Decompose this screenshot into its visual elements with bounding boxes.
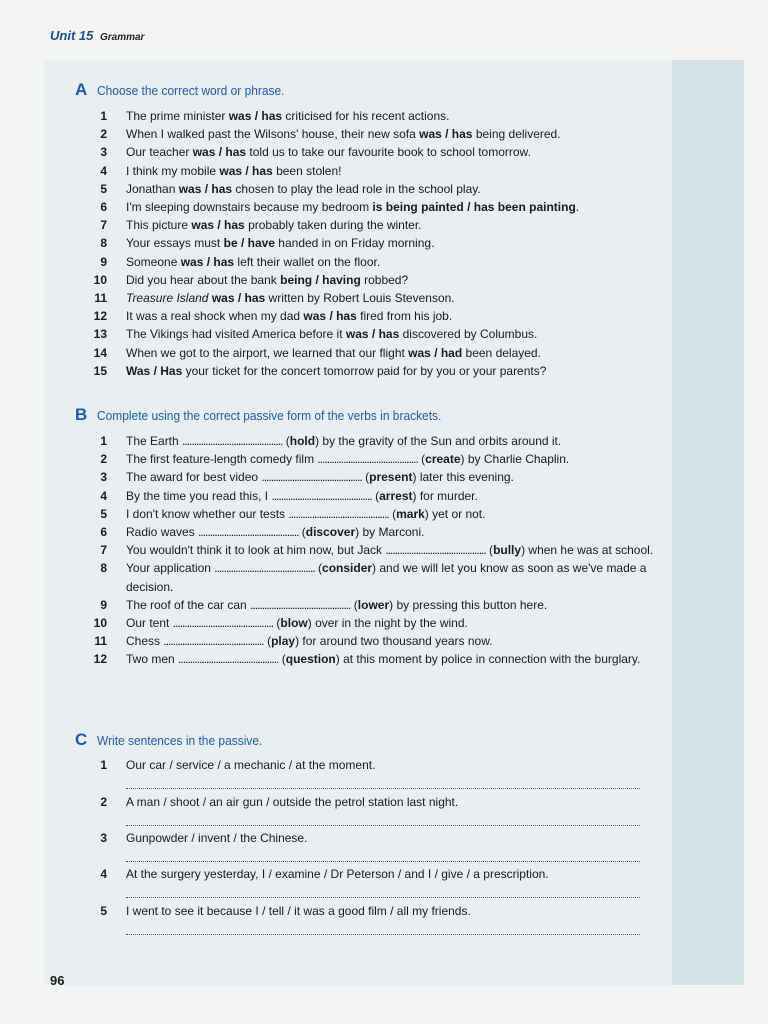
verb-in-brackets: discover <box>305 525 356 540</box>
verb-hint: (hold) <box>282 434 320 448</box>
sentence-part: Jonathan <box>126 181 179 196</box>
list-item <box>82 596 672 614</box>
section-c-letter: C <box>75 730 88 749</box>
item-text <box>126 541 672 559</box>
sentence-part: been delayed. <box>462 345 541 360</box>
item-text <box>126 596 672 614</box>
answer-blank[interactable]: ........................................... <box>178 652 279 667</box>
sentence-part: I think my mobile <box>126 163 220 178</box>
choice-options[interactable]: was / has <box>345 327 400 342</box>
answer-line[interactable] <box>126 788 640 789</box>
verb-hint: (mark) <box>388 506 429 521</box>
answer-blank[interactable]: ........................................... <box>172 616 274 631</box>
prompt-text: A man / shoot / an air gun / outside the petrol station last night. <box>126 795 459 809</box>
item-text <box>126 234 672 252</box>
list-item <box>82 541 672 559</box>
item-number: 1 <box>100 109 107 123</box>
item-text <box>126 432 672 450</box>
book-title: Treasure Island <box>126 291 209 306</box>
list-item <box>82 234 672 252</box>
verb-hint: (consider) <box>314 561 377 576</box>
section-b-letter: B <box>75 405 88 424</box>
sentence-start: Two men <box>126 652 179 667</box>
item-number: 14 <box>93 345 107 360</box>
sentence-end: over in the night by the wind. <box>311 616 468 631</box>
item-number: 7 <box>100 218 107 233</box>
verb-in-brackets: mark <box>396 506 425 521</box>
unit-subtitle: Grammar <box>99 32 145 43</box>
verb-in-brackets: consider <box>322 561 373 576</box>
verb-hint: (create) <box>417 452 465 467</box>
list-item <box>82 432 672 450</box>
list-item <box>82 831 642 845</box>
sentence-part: The prime minister <box>126 109 229 123</box>
item-number: 8 <box>100 561 107 576</box>
choice-options[interactable]: was / has <box>419 127 473 142</box>
list-item <box>82 362 672 380</box>
section-b-title: Complete using the correct passive form of the verbs in brackets. <box>97 408 442 423</box>
list-item <box>82 271 672 289</box>
sentence-start: Your application <box>126 561 215 576</box>
sentence-start: Our tent <box>126 616 173 631</box>
item-text <box>126 614 672 632</box>
sentence-start: The roof of the car can <box>126 597 251 612</box>
item-number: 1 <box>100 434 107 448</box>
item-text <box>126 559 672 595</box>
list-item <box>82 468 672 486</box>
verb-hint: (discover) <box>298 525 360 540</box>
section-a-title: Choose the correct word or phrase. <box>97 83 285 98</box>
item-number: 9 <box>100 254 107 269</box>
sentence-end: by Marconi. <box>359 525 425 540</box>
item-text <box>126 307 672 325</box>
sentence-part: I'm sleeping downstairs because my bedroom <box>126 200 373 215</box>
item-number: 2 <box>100 452 107 467</box>
item-number: 8 <box>100 236 107 251</box>
list-item <box>82 180 672 198</box>
sentence-end: at this moment by police in connection with the burglary. <box>339 652 641 667</box>
choice-options[interactable]: was / has <box>228 109 283 123</box>
item-number: 4 <box>100 867 107 881</box>
item-text <box>126 253 672 271</box>
verb-hint: (arrest) <box>371 488 417 503</box>
section-a-letter: A <box>75 80 88 99</box>
section-a-heading <box>75 80 301 100</box>
sentence-end: by pressing this button here. <box>393 597 548 612</box>
answer-line[interactable] <box>126 934 640 935</box>
sentence-part: When we got to the airport, we learned that our flight <box>126 345 409 360</box>
item-number: 5 <box>100 506 107 521</box>
list-item <box>82 107 672 125</box>
sentence-end: by Charlie Chaplin. <box>464 452 570 467</box>
verb-hint: (lower) <box>350 597 394 612</box>
list-item <box>82 795 642 809</box>
sentence-part: When I walked past the Wilsons' house, their new sofa <box>126 127 420 142</box>
sentence-part: It was a real shock when my dad <box>126 309 304 324</box>
item-text <box>126 450 672 468</box>
sentence-part: probably taken during the winter. <box>244 218 422 233</box>
item-number: 11 <box>94 291 107 306</box>
sentence-part: been stolen! <box>272 163 342 178</box>
sentence-part: handed in on Friday morning. <box>274 236 435 251</box>
item-number: 1 <box>100 758 107 772</box>
choice-options[interactable]: was / has <box>303 309 357 324</box>
sentence-part: chosen to play the lead role in the school play. <box>232 181 481 196</box>
item-number: 2 <box>100 795 107 809</box>
answer-blank[interactable]: ........................................... <box>182 434 283 448</box>
item-text <box>126 650 672 668</box>
prompt-text: I went to see it because I / tell / it was a good film / all my friends. <box>126 904 471 918</box>
verb-hint: (bully) <box>485 543 526 558</box>
sentence-part: your ticket for the concert tomorrow paid for by you or your parents? <box>182 363 547 378</box>
list-item <box>82 867 642 881</box>
list-item <box>82 450 672 468</box>
item-number: 7 <box>100 543 107 558</box>
choice-options[interactable]: was / has <box>211 291 266 306</box>
list-item <box>82 632 672 650</box>
sentence-part: criticised for his recent actions. <box>282 109 450 123</box>
list-item <box>82 289 672 307</box>
item-text <box>126 325 672 343</box>
sentence-part: left their wallet on the floor. <box>234 254 381 269</box>
sentence-part: robbed? <box>360 272 409 287</box>
sentence-part: told us to take our favourite book to school tomorrow. <box>246 145 531 160</box>
section-b-heading <box>75 405 471 425</box>
answer-blank[interactable]: ........................................... <box>261 470 362 485</box>
section-c-heading <box>75 730 277 750</box>
unit-title: Unit 15 <box>50 28 94 43</box>
list-item <box>82 216 672 234</box>
section-a-list <box>82 107 672 380</box>
list-item <box>82 505 672 523</box>
sentence-part: . <box>575 200 580 215</box>
page-number: 96 <box>50 973 65 988</box>
verb-in-brackets: lower <box>357 597 390 612</box>
item-text <box>126 107 672 125</box>
item-text <box>126 487 672 505</box>
verb-hint: (question) <box>278 652 340 667</box>
choice-options[interactable]: being / having <box>280 272 361 287</box>
sentence-part: Someone <box>126 254 181 269</box>
choice-options[interactable]: was / has <box>180 254 235 269</box>
item-number: 3 <box>100 831 107 845</box>
item-number: 10 <box>93 272 107 287</box>
list-item <box>82 325 672 343</box>
sentence-start: The Earth <box>126 434 183 448</box>
list-item <box>82 559 672 595</box>
sentence-part: discovered by Columbus. <box>399 327 538 342</box>
item-number: 5 <box>100 904 107 918</box>
item-number: 6 <box>100 200 107 215</box>
sentence-start: Radio waves <box>126 525 199 540</box>
list-item <box>82 143 672 161</box>
verb-in-brackets: play <box>271 634 296 649</box>
item-text <box>126 505 672 523</box>
answer-line[interactable] <box>126 825 640 826</box>
section-c-title: Write sentences in the passive. <box>97 733 263 748</box>
sentence-start: You wouldn't think it to look at him now, but Jack <box>126 543 386 558</box>
list-item <box>82 344 672 362</box>
answer-blank[interactable]: ........................................... <box>250 597 351 612</box>
item-text <box>126 143 672 161</box>
section-b-list <box>82 432 672 669</box>
sentence-start: I don't know whether our tests <box>126 506 289 521</box>
verb-in-brackets: bully <box>493 543 522 558</box>
item-number: 2 <box>100 127 107 142</box>
answer-blank[interactable]: ........................................... <box>198 525 299 540</box>
sentence-part: Your essays must <box>126 236 224 251</box>
verb-in-brackets: arrest <box>379 488 413 503</box>
item-number: 11 <box>94 634 107 649</box>
page-side-strip <box>672 60 744 985</box>
item-number: 3 <box>100 145 107 160</box>
item-text <box>126 216 672 234</box>
item-text <box>126 468 672 486</box>
item-text <box>126 523 672 541</box>
choice-options[interactable]: was / had <box>408 345 463 360</box>
list-item <box>82 125 672 143</box>
choice-options[interactable]: was / has <box>191 218 245 233</box>
verb-hint: (play) <box>263 634 300 649</box>
item-number: 12 <box>93 309 107 324</box>
answer-blank[interactable]: ........................................... <box>271 488 372 503</box>
verb-in-brackets: hold <box>289 434 316 448</box>
item-text <box>126 362 672 380</box>
choice-options[interactable]: was / has <box>178 181 233 196</box>
sentence-part: This picture <box>126 218 192 233</box>
list-item <box>82 904 642 918</box>
sentence-end: yet or not. <box>428 506 486 521</box>
sentence-part: Did you hear about the bank <box>126 272 281 287</box>
sentence-end: and we will let you know as soon as we've made a decision. <box>126 561 647 594</box>
list-item <box>82 523 672 541</box>
choice-options[interactable]: was / has <box>192 145 247 160</box>
item-number: 6 <box>100 525 107 540</box>
item-text <box>126 344 672 362</box>
verb-hint: (blow) <box>273 616 312 631</box>
answer-blank[interactable]: ........................................... <box>317 452 418 467</box>
item-number: 5 <box>100 181 107 196</box>
answer-blank[interactable]: ........................................... <box>288 506 389 521</box>
choice-options[interactable]: Was / Has <box>126 363 183 378</box>
item-text <box>126 125 672 143</box>
prompt-text: At the surgery yesterday, I / examine / Dr Peterson / and I / give / a prescription. <box>126 867 549 881</box>
verb-in-brackets: present <box>369 470 413 485</box>
item-text <box>126 289 672 307</box>
item-number: 4 <box>100 488 107 503</box>
sentence-part: Our teacher <box>126 145 193 160</box>
item-text <box>126 271 672 289</box>
item-text <box>126 162 672 180</box>
sentence-part: fired from his job. <box>356 309 453 324</box>
sentence-part: being delivered. <box>472 127 561 142</box>
item-number: 10 <box>93 616 107 631</box>
item-number: 13 <box>93 327 107 342</box>
list-item <box>82 162 672 180</box>
item-number: 4 <box>100 163 107 178</box>
sentence-start: By the time you read this, I <box>126 488 272 503</box>
unit-header <box>50 28 144 43</box>
sentence-end: when he was at school. <box>525 543 654 558</box>
prompt-text: Gunpowder / invent / the Chinese. <box>126 831 308 845</box>
item-text <box>126 180 672 198</box>
sentence-start: The first feature-length comedy film <box>126 452 318 467</box>
list-item <box>82 198 672 216</box>
verb-in-brackets: question <box>285 652 336 667</box>
sentence-start: Chess <box>126 634 164 649</box>
item-text <box>126 198 672 216</box>
list-item <box>82 758 642 772</box>
choice-options[interactable]: was / has <box>219 163 273 178</box>
sentence-end: by the gravity of the Sun and orbits around it. <box>319 434 562 448</box>
item-number: 9 <box>100 597 107 612</box>
choice-options[interactable]: is being painted / has been painting <box>372 200 576 215</box>
item-number: 15 <box>93 363 107 378</box>
sentence-part: written by Robert Louis Stevenson. <box>265 291 455 306</box>
prompt-text: Our car / service / a mechanic / at the moment. <box>126 758 376 772</box>
sentence-end: for murder. <box>416 488 478 503</box>
sentence-part: The Vikings had visited America before it <box>126 327 346 342</box>
answer-blank[interactable]: ........................................... <box>163 634 264 649</box>
list-item <box>82 307 672 325</box>
sentence-end: for around two thousand years now. <box>299 634 493 649</box>
sentence-start: The award for best video <box>126 470 262 485</box>
item-text <box>126 632 672 650</box>
list-item <box>82 650 672 668</box>
answer-blank[interactable]: ........................................... <box>385 543 486 558</box>
list-item <box>82 253 672 271</box>
list-item <box>82 487 672 505</box>
sentence-end: later this evening. <box>416 470 514 485</box>
answer-blank[interactable]: ........................................... <box>214 561 315 576</box>
item-number: 12 <box>93 652 107 667</box>
answer-line[interactable] <box>126 861 640 862</box>
list-item <box>82 614 672 632</box>
verb-in-brackets: blow <box>280 616 308 631</box>
verb-hint: (present) <box>361 470 417 485</box>
verb-in-brackets: create <box>425 452 461 467</box>
answer-line[interactable] <box>126 897 640 898</box>
choice-options[interactable]: be / have <box>223 236 275 251</box>
item-number: 3 <box>100 470 107 485</box>
